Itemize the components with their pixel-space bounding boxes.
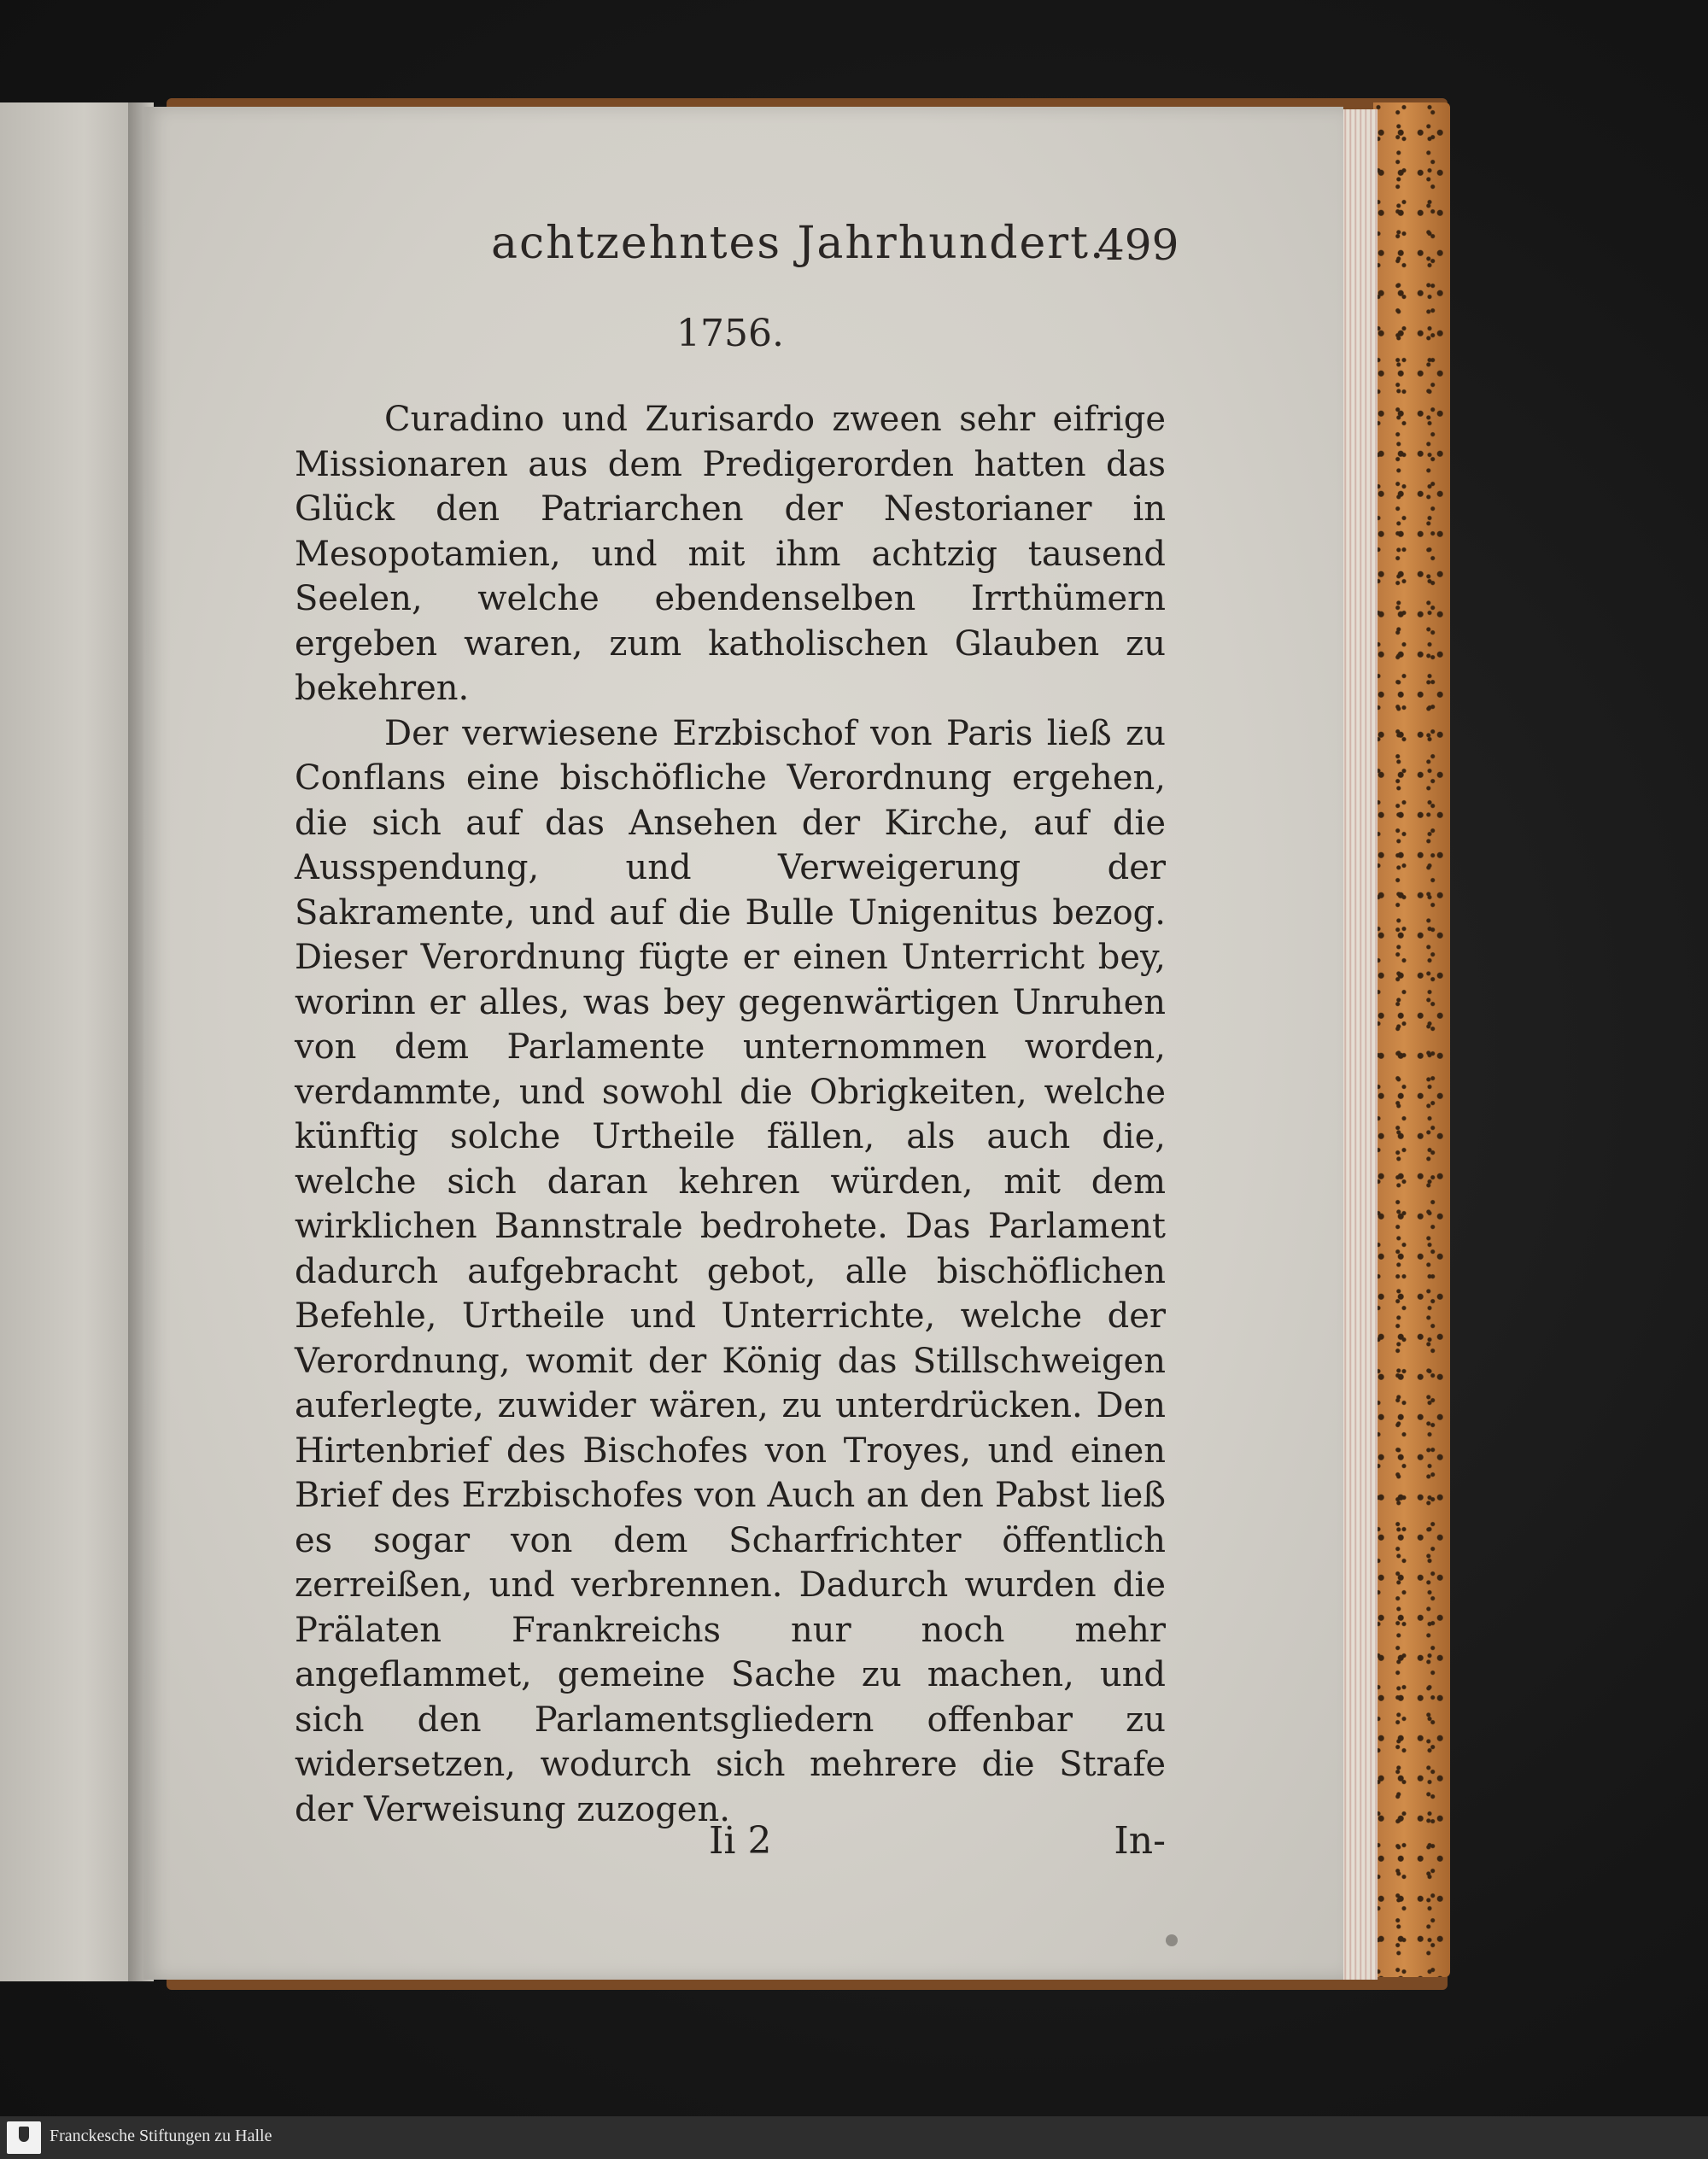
institution-logo (7, 2121, 41, 2154)
catchline (295, 1819, 1166, 1870)
body-text (295, 397, 1166, 1829)
logo-emblem-icon (19, 2127, 29, 2142)
running-head: achtzehntes Jahrhundert. (491, 218, 1106, 269)
catchword: In- (1114, 1819, 1166, 1863)
paragraph: Curadino und Zurisardo zween sehr eifrige Missionaren aus dem Predigerorden hatten das Glück den Patriarchen der Nestorianer in Mesopotamien, und mit ihm achtzig tausend Seelen, welche ebendenselben Irrthümern ergeben waren, zum katholischen Glauben zu bekehren. (295, 400, 1166, 708)
year-heading: 1756. (676, 312, 784, 355)
footer-bar (0, 2116, 1708, 2159)
cover-marbled-edge (1373, 102, 1450, 1977)
page-number: 499 (1097, 220, 1179, 270)
page-smudge (1166, 1934, 1178, 1946)
left-page (0, 102, 141, 1981)
footer-institution: Franckesche Stiftungen zu Halle (50, 2127, 272, 2145)
paragraph: Der verwiesene Erzbischof von Paris ließ zu Conflans eine bischöfliche Verordnung ergehen, die sich auf das Ansehen der Kirche, auf die Ausspendung, und Verweigerung der Sakramente, und auf die Bulle Unigenitus bezog. Dieser Verordnung fügte er einen Unterricht bey, worinn er alles, was bey gegenwärtigen Unruhen von dem Parlamente unternommen worden, verdammte, und sowohl die Obrigkeiten, welche künftig solche Urtheile fällen, als auch die, welche sich daran kehren würden, mit dem wirklichen Bannstrale bedrohete. Das Parlament dadurch aufgebracht gebot, alle bischöflichen Befehle, Urtheile und Unterrichte, welche der Verordnung, womit der König das Stillschweigen auferlegte, zuwider wären, zu unterdrücken. Den Hirtenbrief des Bischofes von Troyes, und einen Brief des Erzbischofes von Auch an den Pabst ließ es sogar von dem Scharfrichter öffentlich zerreißen, und verbrennen. Dadurch wurden die Prälaten Frankreichs nur noch mehr angeflammet, gemeine Sache zu machen, und sich den Parlamentsgliedern offenbar zu widersetzen, wodurch sich mehrere die Strafe der Verweisung zuzogen. (295, 713, 1166, 1829)
signature-mark: Ii 2 (709, 1819, 772, 1863)
